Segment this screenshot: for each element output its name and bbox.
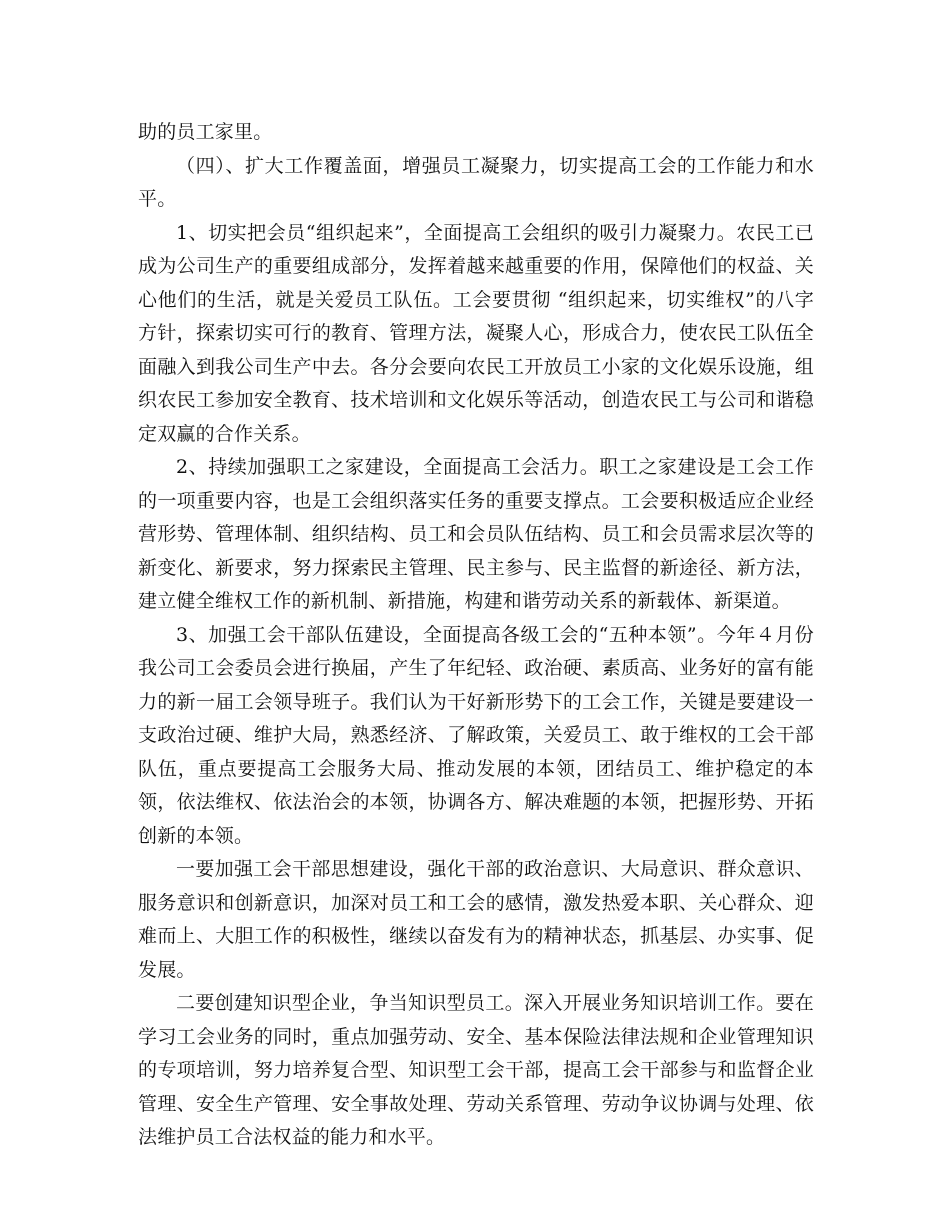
paragraph-continuation: 助的员工家里。: [138, 121, 273, 143]
paragraph-item-1: 1、切实把会员“组织起来”，全面提高工会组织的吸引力凝聚力。农民工已成为公司生产的重要组成部分，发挥着越来越重要的作用，保障他们的权益、关心他们的生活，就是关爱员工队伍。工会要贯彻 “组织起来，切实维权”的八字方针，探索切实可行的教育、管理方法，凝聚人心，形成合力，使农民工队伍全面融入到我公司生产中去。各分会要向农民工开放员工小家的文化娱乐设施，组织农民工参加安全教育、技术培训和文化娱乐等活动，创造农民工与公司和谐稳定双赢的合作关系。: [138, 221, 814, 445]
document-body: [138, 116, 814, 1155]
paragraph-point-one: 一要加强工会干部思想建设，强化干部的政治意识、大局意识、群众意识、服务意识和创新意识，加深对员工和工会的感情，激发热爱本职、关心群众、迎难而上、大胆工作的积极性，继续以奋发有为的精神状态，抓基层、办实事、促发展。: [138, 858, 814, 981]
paragraph-item-2: 2、持续加强职工之家建设，全面提高工会活力。职工之家建设是工会工作的一项重要内容，也是工会组织落实任务的重要支撑点。工会要积极适应企业经营形势、管理体制、组织结构、员工和会员队伍结构、员工和会员需求层次等的新变化、新要求，努力探索民主管理、民主参与、民主监督的新途径、新方法，建立健全维权工作的新机制、新措施，构建和谐劳动关系的新载体、新渠道。: [138, 456, 814, 612]
paragraph-item-3: 3、加强工会干部队伍建设，全面提高各级工会的“五种本领”。今年４月份我公司工会委员会进行换届，产生了年纪轻、政治硬、素质高、业务好的富有能力的新一届工会领导班子。我们认为干好新形势下的工会工作，关键是要建设一支政治过硬、维护大局，熟悉经济、了解政策，关爱员工、敢于维权的工会干部队伍，重点要提高工会服务大局、推动发展的本领，团结员工、维护稳定的本领，依法维权、依法治会的本领，协调各方、解决难题的本领，把握形势、开拓创新的本领。: [138, 623, 814, 847]
paragraph-point-two: 二要创建知识型企业，争当知识型员工。深入开展业务知识培训工作。要在学习工会业务的同时，重点加强劳动、安全、基本保险法律法规和企业管理知识的专项培训，努力培养复合型、知识型工会干部，提高工会干部参与和监督企业管理、安全生产管理、安全事故处理、劳动关系管理、劳动争议协调与处理、依法维护员工合法权益的能力和水平。: [138, 992, 814, 1148]
section-heading-four: （四）、扩大工作覆盖面，增强员工凝聚力，切实提高工会的工作能力和水平。: [138, 154, 814, 210]
